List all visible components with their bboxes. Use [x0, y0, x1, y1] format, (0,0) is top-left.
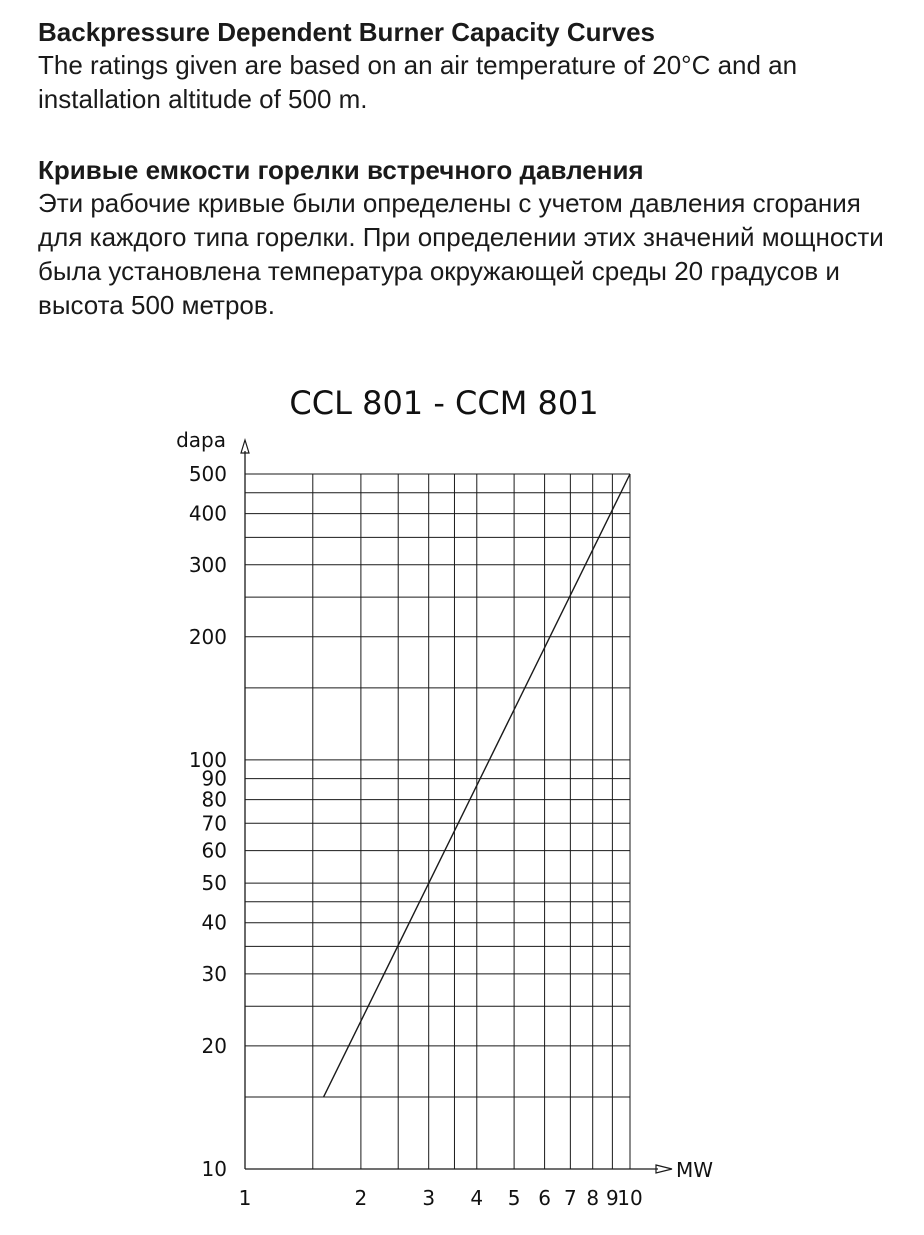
x-tick-label: 2 — [354, 1186, 368, 1210]
x-tick-label: 9 — [606, 1186, 619, 1210]
y-tick-label: 300 — [188, 552, 227, 577]
y-tick-label: 50 — [201, 871, 227, 896]
x-axis-label: MW — [676, 1158, 714, 1182]
y-axis-label: dapa — [176, 428, 226, 452]
description-russian: Эти рабочие кривые были определены с учетом давления сгорания для каждого типа горелки. При определении этих значений мощности была установлена температура окружающей среды 20 градусов и высота 500 метров. — [38, 188, 884, 320]
description-english: The ratings given are based on an air temperature of 20°C and an installation altitude of 500 m. — [38, 50, 798, 114]
x-tick-label: 6 — [538, 1186, 551, 1210]
x-axis-arrow — [656, 1165, 672, 1173]
capacity-chart — [0, 370, 924, 1230]
y-tick-label: 90 — [201, 766, 227, 791]
y-tick-label: 400 — [188, 501, 227, 526]
y-tick-label: 100 — [188, 747, 227, 772]
intro-russian — [38, 154, 908, 322]
y-tick-label: 200 — [188, 624, 227, 649]
y-tick-label: 80 — [201, 787, 227, 812]
heading-russian: Кривые емкости горелки встречного давления — [38, 155, 644, 185]
x-tick-label: 1 — [238, 1186, 252, 1210]
x-tick-label: 10 — [617, 1186, 643, 1210]
x-tick-label: 3 — [422, 1186, 436, 1210]
y-tick-label: 500 — [188, 462, 227, 486]
chart-title: CCL 801 - CCM 801 — [289, 384, 599, 422]
x-tick-label: 8 — [586, 1186, 600, 1210]
y-tick-label: 30 — [201, 961, 227, 986]
y-tick-label: 60 — [201, 838, 227, 863]
chart-tick-labels — [189, 462, 643, 1210]
x-tick-label: 7 — [563, 1186, 577, 1210]
chart-grid — [245, 474, 630, 1169]
y-tick-label: 10 — [201, 1157, 227, 1181]
intro-english — [38, 16, 908, 116]
y-tick-label: 40 — [201, 910, 227, 935]
chart-axes — [241, 440, 672, 1173]
x-tick-label: 4 — [470, 1186, 484, 1210]
x-tick-label: 5 — [507, 1186, 521, 1210]
y-tick-label: 70 — [201, 811, 227, 836]
heading-english: Backpressure Dependent Burner Capacity Curves — [38, 17, 656, 47]
y-tick-label: 20 — [201, 1033, 227, 1058]
